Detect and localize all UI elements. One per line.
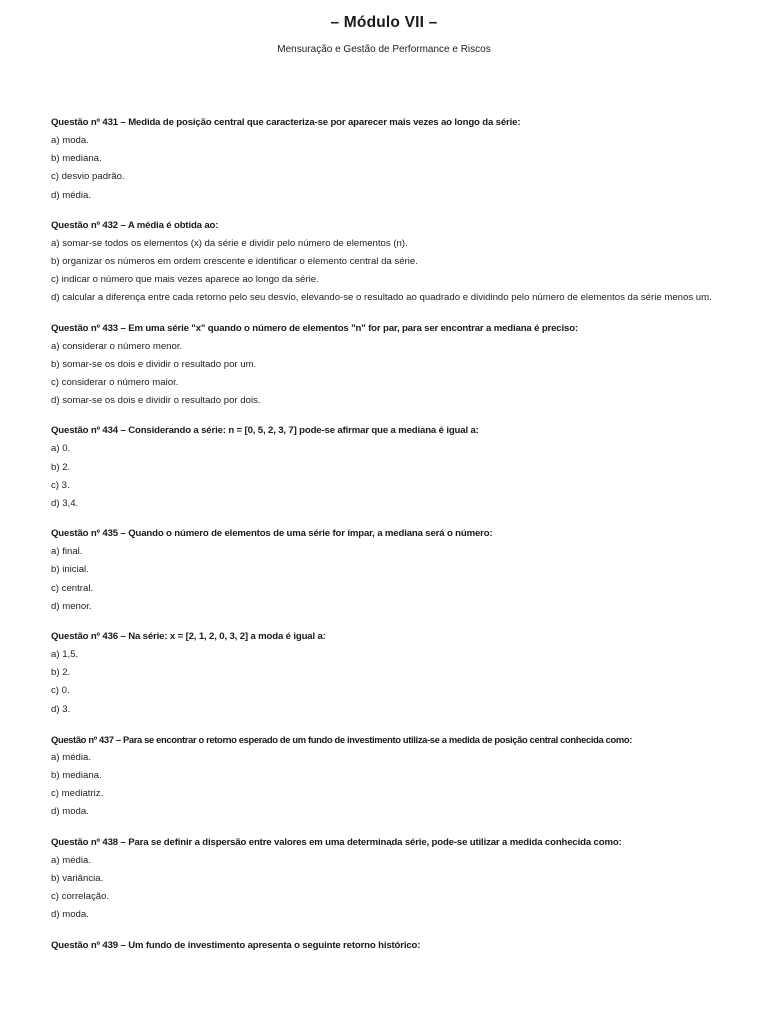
option-c: c) desvio padrão. bbox=[51, 171, 125, 183]
option-c: c) central. bbox=[51, 582, 94, 594]
option-b: b) organizar os números em ordem crescente e identificar o elemento central da série. bbox=[51, 256, 418, 268]
question-438 bbox=[51, 833, 753, 925]
option-c: c) 0. bbox=[51, 685, 70, 697]
option-a: a) 1,5. bbox=[51, 649, 79, 661]
option-c: c) mediatriz. bbox=[51, 788, 104, 800]
question-439 bbox=[51, 936, 753, 955]
question-437 bbox=[51, 730, 753, 822]
question-435 bbox=[51, 524, 753, 616]
question-title: Questão nº 432 – A média é obtida ao: bbox=[51, 219, 219, 231]
option-b: b) 2. bbox=[51, 461, 71, 473]
question-title: Questão nº 434 – Considerando a série: n = [0, 5, 2, 3, 7] pode-se afirmar que a mediana é igual a: bbox=[51, 425, 479, 437]
option-a: a) média. bbox=[51, 751, 91, 763]
question-title: Questão nº 437 – Para se encontrar o retorno esperado de um fundo de investimento utiliza-se a medida de posição central conhecida como: bbox=[51, 733, 632, 745]
option-b: b) somar-se os dois e dividir o resultado por um. bbox=[51, 358, 257, 370]
question-432 bbox=[51, 216, 753, 308]
option-c: c) 3. bbox=[51, 479, 70, 491]
module-title: – Módulo VII – bbox=[330, 14, 438, 31]
question-title: Questão nº 435 – Quando o número de elementos de uma série for ímpar, a mediana será o número: bbox=[51, 528, 493, 540]
option-b: b) mediana. bbox=[51, 153, 102, 165]
option-c: c) indicar o número que mais vezes aparece ao longo da série. bbox=[51, 274, 319, 286]
question-title: Questão nº 431 – Medida de posição central que caracteriza-se por aparecer mais vezes ao longo da série: bbox=[51, 117, 521, 128]
option-d: d) moda. bbox=[51, 909, 89, 921]
option-d: d) somar-se os dois e dividir o resultado por dois. bbox=[51, 395, 261, 407]
option-b: b) mediana. bbox=[51, 770, 102, 782]
option-c: c) considerar o número maior. bbox=[51, 377, 179, 389]
option-b: b) inicial. bbox=[51, 564, 89, 576]
question-436 bbox=[51, 627, 753, 719]
module-subtitle: Mensuração e Gestão de Performance e Riscos bbox=[277, 44, 491, 55]
question-title: Questão nº 438 – Para se definir a dispersão entre valores em uma determinada série, pode-se utilizar a medida conhecida como: bbox=[51, 836, 622, 848]
question-title: Questão nº 436 – Na série: x = [2, 1, 2, 0, 3, 2] a moda é igual a: bbox=[51, 631, 326, 643]
question-title: Questão nº 433 – Em uma série "x" quando o número de elementos "n" for par, para ser encontrar a mediana é preciso: bbox=[51, 322, 578, 334]
question-434 bbox=[51, 421, 753, 513]
question-431 bbox=[51, 113, 753, 205]
option-a: a) considerar o número menor. bbox=[51, 340, 183, 352]
option-d: d) calcular a diferença entre cada retorno pelo seu desvio, elevando-se o resultado ao quadrado e dividindo pelo número de elementos da série menos um. bbox=[51, 292, 712, 304]
option-a: a) final. bbox=[51, 546, 83, 558]
option-d: d) 3. bbox=[51, 703, 71, 715]
question-title: Questão nº 439 – Um fundo de investimento apresenta o seguinte retorno histórico: bbox=[51, 939, 421, 951]
question-list bbox=[51, 113, 753, 966]
option-b: b) variância. bbox=[51, 872, 104, 884]
option-a: a) moda. bbox=[51, 135, 89, 146]
option-d: d) média. bbox=[51, 189, 91, 201]
option-d: d) 3,4. bbox=[51, 498, 79, 510]
question-433 bbox=[51, 319, 753, 411]
option-a: a) 0. bbox=[51, 443, 71, 455]
option-d: d) menor. bbox=[51, 600, 92, 612]
option-d: d) moda. bbox=[51, 806, 89, 818]
option-a: a) somar-se todos os elementos (x) da série e dividir pelo número de elementos (n). bbox=[51, 237, 408, 249]
option-a: a) média. bbox=[51, 854, 91, 866]
option-b: b) 2. bbox=[51, 667, 71, 679]
option-c: c) correlação. bbox=[51, 891, 110, 903]
